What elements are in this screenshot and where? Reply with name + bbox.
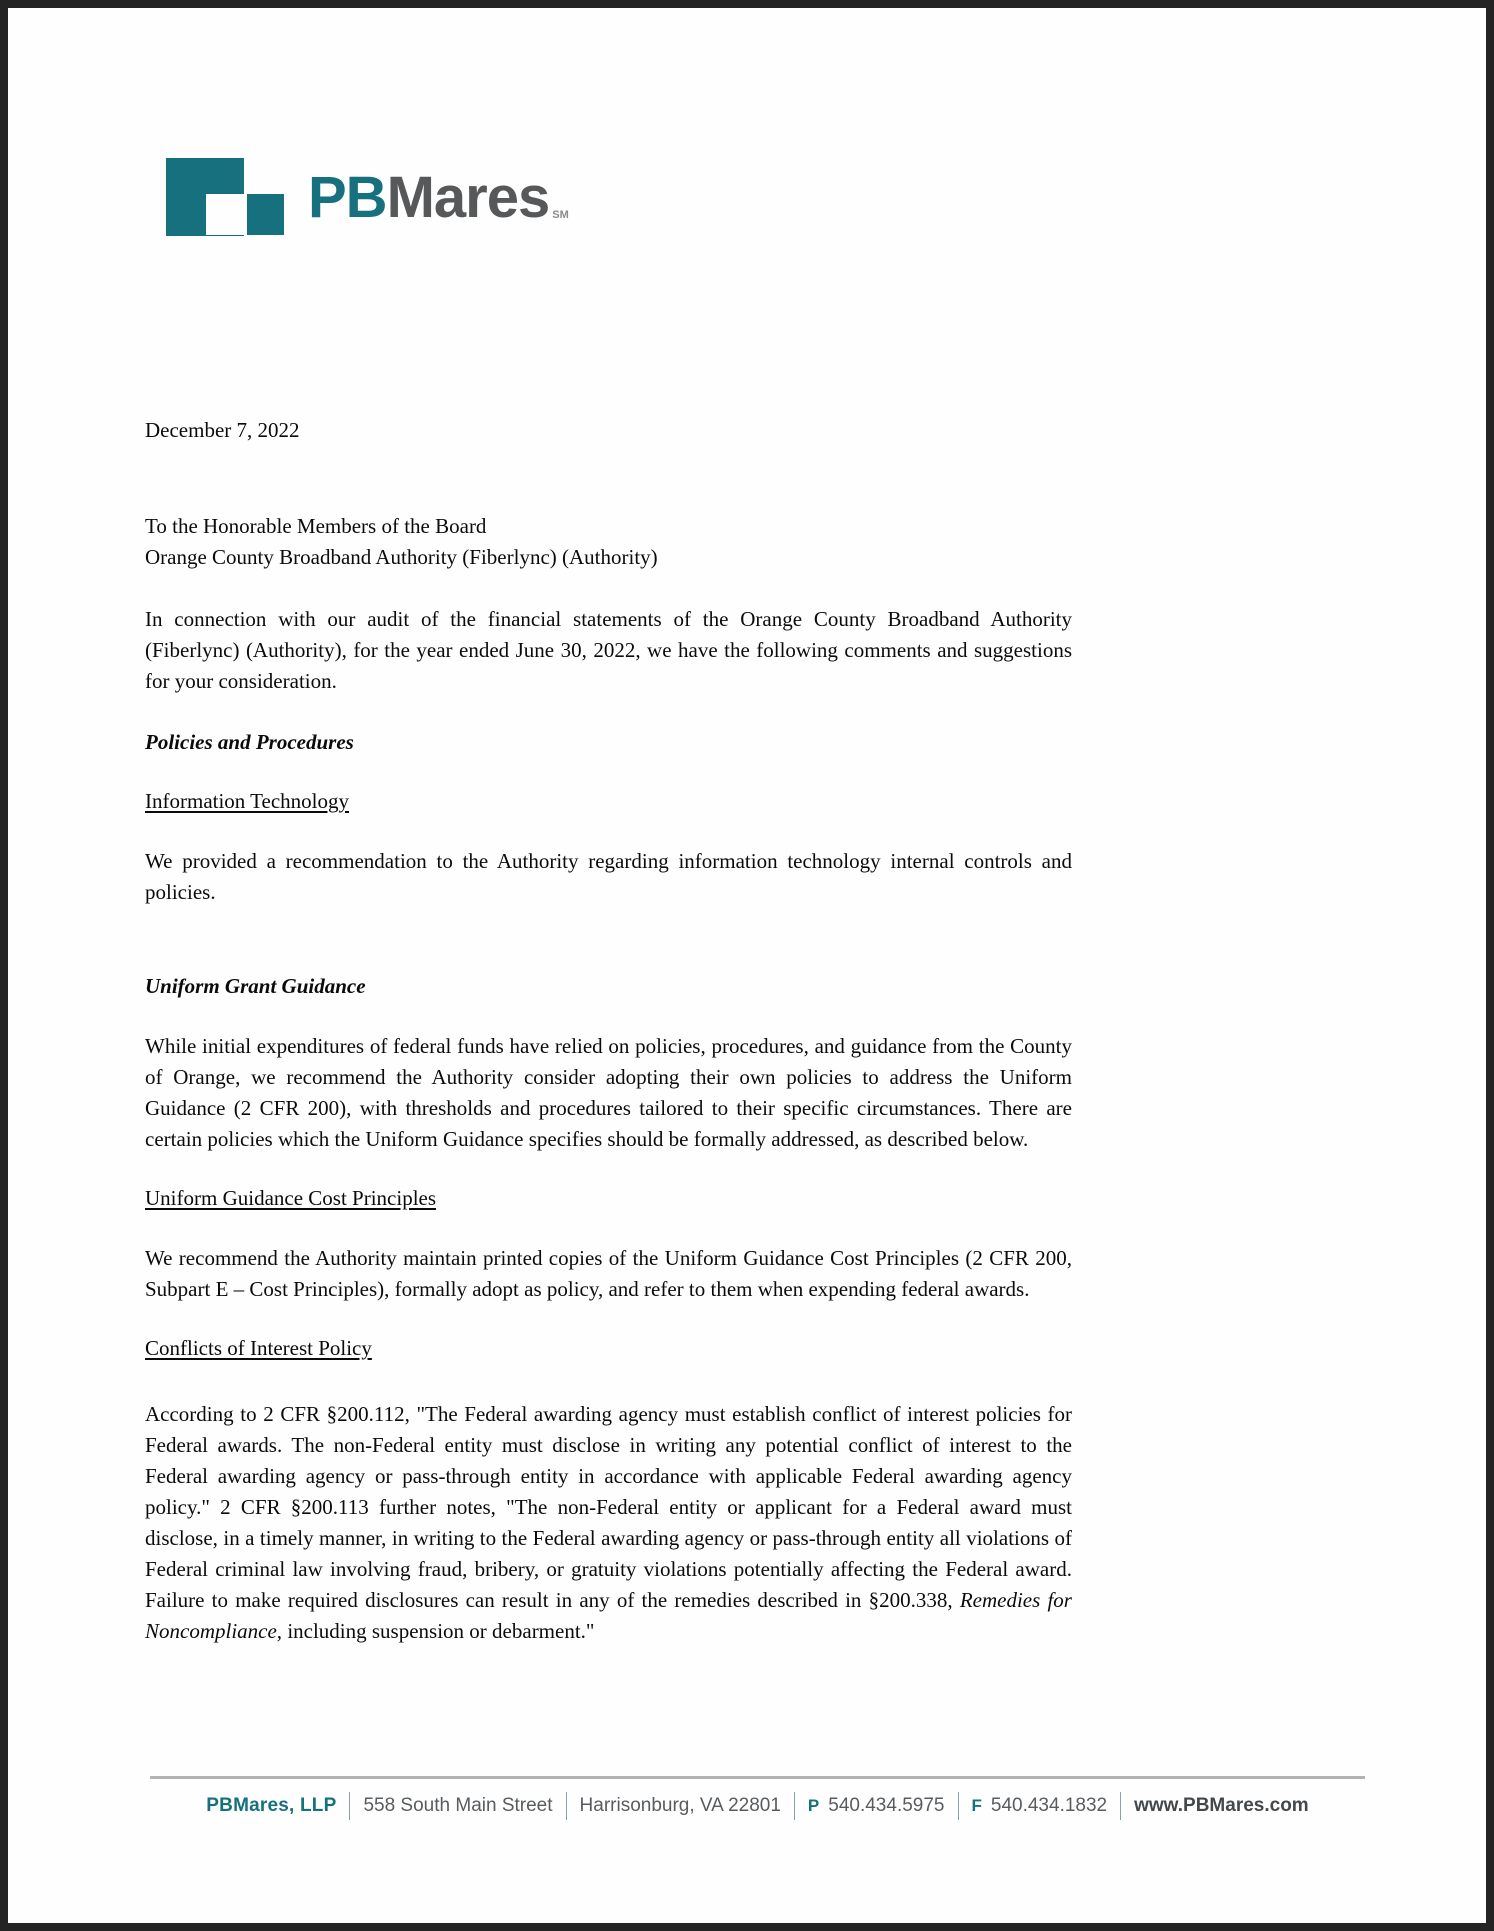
footer-firm-name: PBMares, LLP [206, 1795, 337, 1816]
heading-uniform-grant-guidance: Uniform Grant Guidance [145, 974, 366, 998]
letter-body [145, 415, 1072, 1647]
logo-square-small [247, 194, 284, 235]
footer-city-state-zip: Harrisonburg, VA 22801 [579, 1795, 781, 1816]
wordmark-pb: PB [308, 165, 387, 230]
letterhead-footer [150, 1776, 1365, 1820]
footer-phone-label: P [807, 1796, 820, 1815]
footer-separator [349, 1792, 350, 1820]
footer-divider-rule [150, 1776, 1365, 1779]
coi-text-start: According to 2 CFR §200.112, "The Federal awarding agency must establish conflict of interest policies for Federal awards. The non-Federal entity must disclose in writing any potential conflict of interest to the Federal awarding agency or pass-through entity in accordance with applicable Federal awarding agency policy." 2 CFR §200.113 further notes, "The non-Federal entity or applicant for a Federal award must disclose, in a timely manner, in writing to the Federal awarding agency or pass-through entity all violations of Federal criminal law involving fraud, bribery, or gratuity violations potentially affecting the Federal award. Failure to make required disclosures can result in any of the remedies described in §200.338, [145, 1402, 1072, 1612]
pbmares-wordmark [308, 165, 569, 230]
information-technology-paragraph: We provided a recommendation to the Authority regarding information technology internal controls and policies. [145, 849, 1072, 904]
footer-website: www.PBMares.com [1134, 1795, 1309, 1816]
heading-policies-and-procedures: Policies and Procedures [145, 730, 354, 754]
footer-street-address: 558 South Main Street [363, 1795, 553, 1816]
footer-separator [794, 1792, 795, 1820]
heading-uniform-guidance-cost-principles: Uniform Guidance Cost Principles [145, 1186, 437, 1210]
pbmares-logo [166, 158, 569, 238]
footer-fax-label: F [971, 1796, 982, 1815]
footer-phone-number: 540.434.5975 [828, 1795, 945, 1816]
conflicts-of-interest-paragraph [145, 1399, 1072, 1647]
cost-principles-paragraph: We recommend the Authority maintain printed copies of the Uniform Guidance Cost Principles (2 CFR 200, Subpart E – Cost Principles), formally adopt as policy, and refer to them when expending federal awards. [145, 1246, 1072, 1301]
footer-separator [1120, 1792, 1121, 1820]
footer-contact-row [150, 1792, 1365, 1820]
addressee-line-1: To the Honorable Members of the Board [145, 514, 487, 538]
letter-date: December 7, 2022 [145, 418, 300, 442]
intro-paragraph: In connection with our audit of the financial statements of the Orange County Broadband Authority (Fiberlync) (Authority), for the year ended June 30, 2022, we have the following comments and suggestions for your consideration. [145, 607, 1072, 693]
addressee-line-2: Orange County Broadband Authority (Fiberlync) (Authority) [145, 545, 658, 569]
coi-text-end: including suspension or debarment." [282, 1619, 595, 1643]
heading-information-technology: Information Technology [145, 789, 350, 813]
coi-text-italic-citation: Remedies for Noncompliance, [145, 1588, 1072, 1643]
heading-conflicts-of-interest-policy: Conflicts of Interest Policy [145, 1336, 372, 1360]
service-mark: SM [552, 209, 569, 221]
addressee-block [145, 511, 1072, 573]
footer-fax-number: 540.434.1832 [990, 1795, 1108, 1816]
wordmark-mares: Mares [386, 165, 550, 230]
logo-square-white [206, 194, 247, 235]
footer-separator [958, 1792, 959, 1820]
pbmares-logo-icon [166, 158, 284, 238]
footer-separator [566, 1792, 567, 1820]
uniform-grant-guidance-paragraph: While initial expenditures of federal funds have relied on policies, procedures, and guidance from the County of Orange, we recommend the Authority consider adopting their own policies to address the Uniform Guidance (2 CFR 200), with thresholds and procedures tailored to their specific circumstances. There are certain policies which the Uniform Guidance specifies should be formally addressed, as described below. [145, 1034, 1072, 1151]
